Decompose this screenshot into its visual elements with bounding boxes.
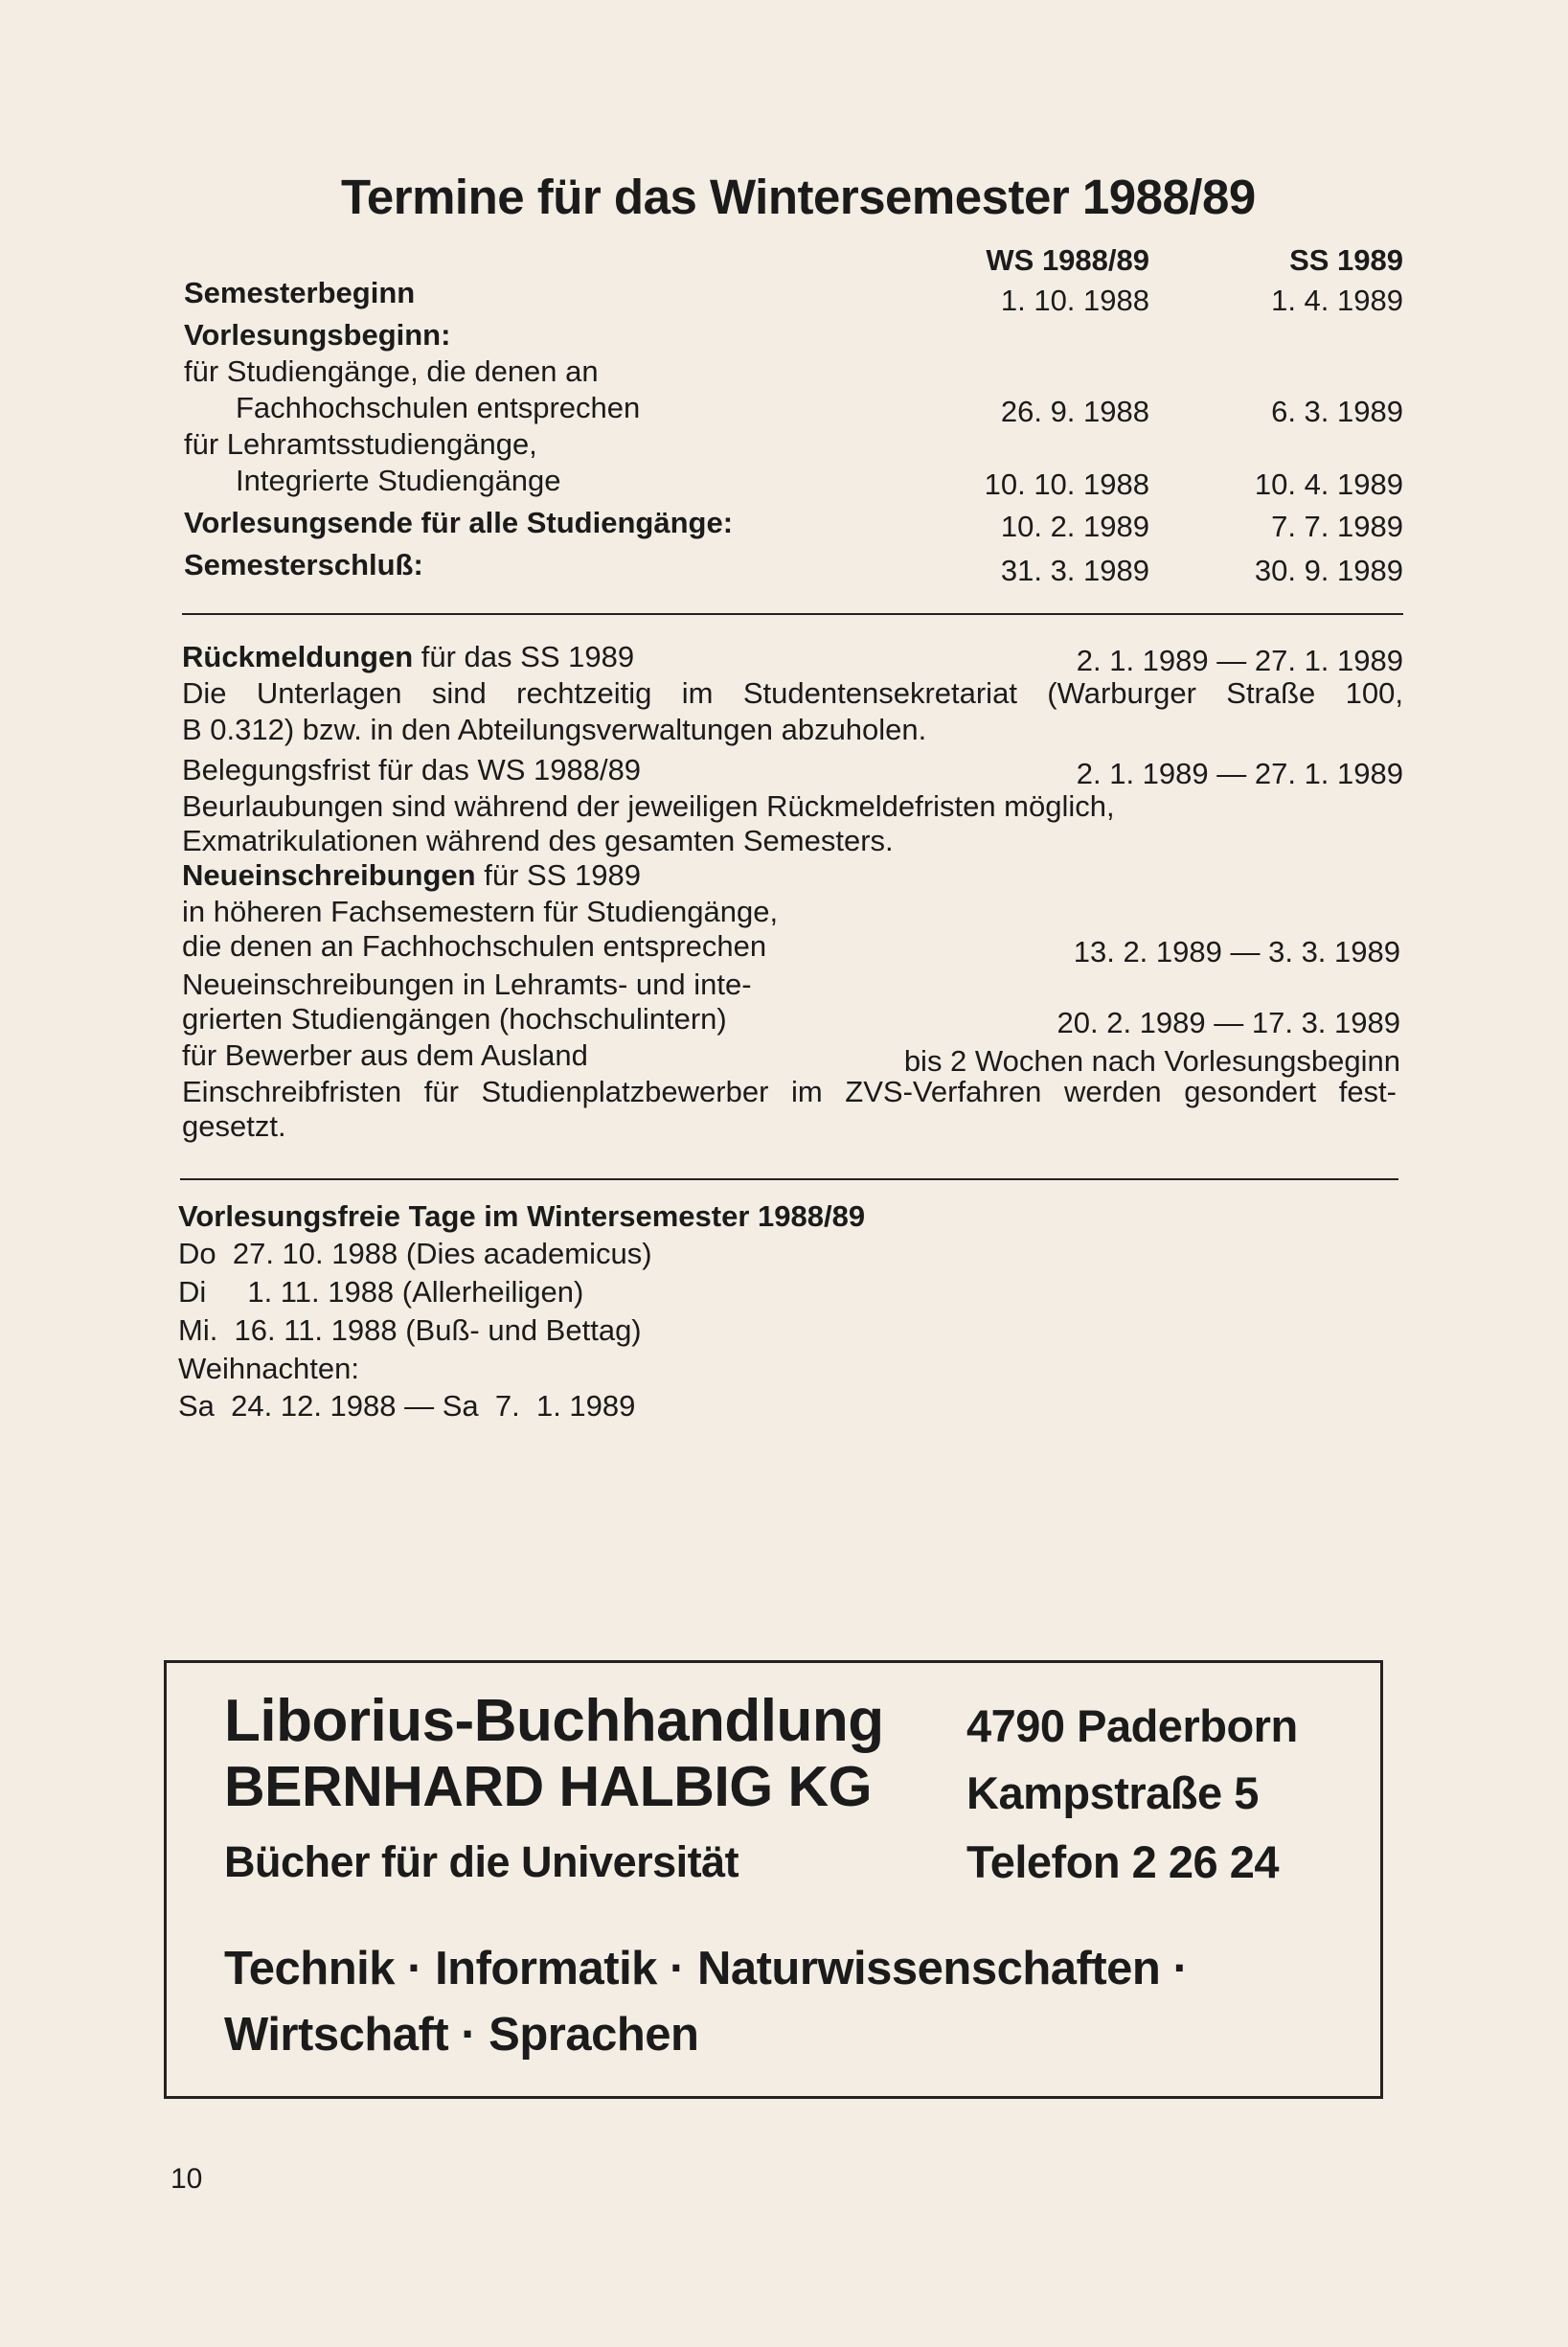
- ad-city: 4790 Paderborn: [966, 1700, 1298, 1751]
- divider: [182, 613, 1403, 615]
- zvs-line1: Einschreibfristen für Studienplatzbewerber im ZVS-Verfahren werden gesondert fest-: [182, 1075, 1397, 1108]
- neueinschreibung-line5: grierten Studiengängen (hochschulintern): [182, 1002, 727, 1036]
- vorlesungsfrei-item: Sa 24. 12. 1988 — Sa 7. 1. 1989: [178, 1389, 636, 1423]
- vorlesungsfrei-heading: Vorlesungsfreie Tage im Wintersemester 1988/89: [178, 1199, 866, 1233]
- ad-slogan: Bücher für die Universität: [224, 1837, 739, 1886]
- fh-ss: 6. 3. 1989: [1271, 395, 1403, 428]
- semesterschluss-label: Semesterschluß:: [184, 548, 423, 581]
- rueckmeldung-rest: für das SS 1989: [413, 640, 635, 673]
- zvs-note: [182, 1075, 1397, 1144]
- ad-company-name: BERNHARD HALBIG KG: [224, 1755, 873, 1818]
- vorlesungsfrei-item: Do 27. 10. 1988 (Dies academicus): [178, 1237, 652, 1270]
- vorlesungsfrei-item: Mi. 16. 11. 1988 (Buß- und Bettag): [178, 1313, 642, 1347]
- ad-subjects-line1: Technik · Informatik · Naturwissenschaften ·: [224, 1943, 1189, 1994]
- lehramt-ws: 10. 10. 1988: [984, 467, 1149, 501]
- semesterbeginn-ws: 1. 10. 1988: [1000, 284, 1149, 317]
- neueinschreibung-bold: Neueinschreibungen: [182, 858, 476, 892]
- lehramt-line2: Integrierte Studiengänge: [236, 464, 561, 497]
- vorlesungsbeginn-label: Vorlesungsbeginn:: [184, 318, 451, 352]
- ad-street: Kampstraße 5: [966, 1767, 1259, 1818]
- rueckmeldung-note-line1: Die Unterlagen sind rechtzeitig im Studentensekretariat (Warburger Straße 100,: [182, 676, 1403, 710]
- beurlaubung-line1: Beurlaubungen sind während der jeweiligen Rückmeldefristen möglich,: [182, 789, 1115, 823]
- fh-ws: 26. 9. 1988: [1000, 395, 1149, 428]
- fh-line1: für Studiengänge, die denen an: [184, 354, 599, 388]
- neueinschreibung-line2: in höheren Fachsemestern für Studiengänge,: [182, 895, 779, 928]
- neueinschreibung-dates2: 20. 2. 1989 — 17. 3. 1989: [1057, 1006, 1400, 1039]
- bookstore-advertisement: [164, 1660, 1383, 2099]
- neueinschreibung-dates1: 13. 2. 1989 — 3. 3. 1989: [1073, 935, 1400, 968]
- ad-subjects-line2: Wirtschaft · Sprachen: [224, 2009, 699, 2061]
- ad-store-name: Liborius-Buchhandlung: [224, 1688, 884, 1754]
- vorlesungsende-ws: 10. 2. 1989: [1000, 510, 1149, 543]
- lehramt-ss: 10. 4. 1989: [1254, 467, 1403, 501]
- neueinschreibung-label: [182, 860, 641, 890]
- lehramt-line1: für Lehramtsstudiengänge,: [184, 427, 537, 461]
- neueinschreibung-line3: die denen an Fachhochschulen entsprechen: [182, 929, 767, 963]
- vorlesungsfrei-item: Weihnachten:: [178, 1352, 359, 1385]
- ausland-frist: bis 2 Wochen nach Vorlesungsbeginn: [903, 1044, 1400, 1078]
- semesterbeginn-label: Semesterbeginn: [184, 276, 416, 309]
- vorlesungsende-ss: 7. 7. 1989: [1271, 510, 1403, 543]
- semesterschluss-ss: 30. 9. 1989: [1254, 554, 1403, 587]
- fh-line2: Fachhochschulen entsprechen: [236, 391, 641, 424]
- belegung-label: Belegungsfrist für das WS 1988/89: [182, 753, 642, 786]
- divider: [180, 1178, 1398, 1180]
- rueckmeldung-note: [182, 675, 1403, 748]
- page-title: Termine für das Wintersemester 1988/89: [341, 170, 1256, 224]
- vorlesungsende-label: Vorlesungsende für alle Studiengänge:: [184, 506, 734, 539]
- rueckmeldung-label: [182, 642, 634, 672]
- column-header-ss: SS 1989: [1289, 243, 1403, 277]
- rueckmeldung-note-line2: B 0.312) bzw. in den Abteilungsverwaltungen abzuholen.: [182, 713, 927, 746]
- page-number: 10: [170, 2163, 203, 2195]
- neueinschreibung-rest: für SS 1989: [475, 858, 641, 892]
- zvs-line2: gesetzt.: [182, 1109, 286, 1143]
- rueckmeldung-bold: Rückmeldungen: [182, 640, 414, 673]
- semesterbeginn-ss: 1. 4. 1989: [1271, 284, 1403, 317]
- ad-phone: Telefon 2 26 24: [966, 1836, 1279, 1887]
- neueinschreibung-line4: Neueinschreibungen in Lehramts- und inte-: [182, 968, 752, 1001]
- rueckmeldung-dates: 2. 1. 1989 — 27. 1. 1989: [1076, 644, 1403, 677]
- column-header-ws: WS 1988/89: [986, 243, 1149, 277]
- vorlesungsfrei-item: Di 1. 11. 1988 (Allerheiligen): [178, 1275, 584, 1309]
- ausland-label: für Bewerber aus dem Ausland: [182, 1038, 588, 1072]
- semesterschluss-ws: 31. 3. 1989: [1000, 554, 1149, 587]
- beurlaubung-line2: Exmatrikulationen während des gesamten Semesters.: [182, 824, 894, 857]
- belegung-dates: 2. 1. 1989 — 27. 1. 1989: [1076, 757, 1403, 790]
